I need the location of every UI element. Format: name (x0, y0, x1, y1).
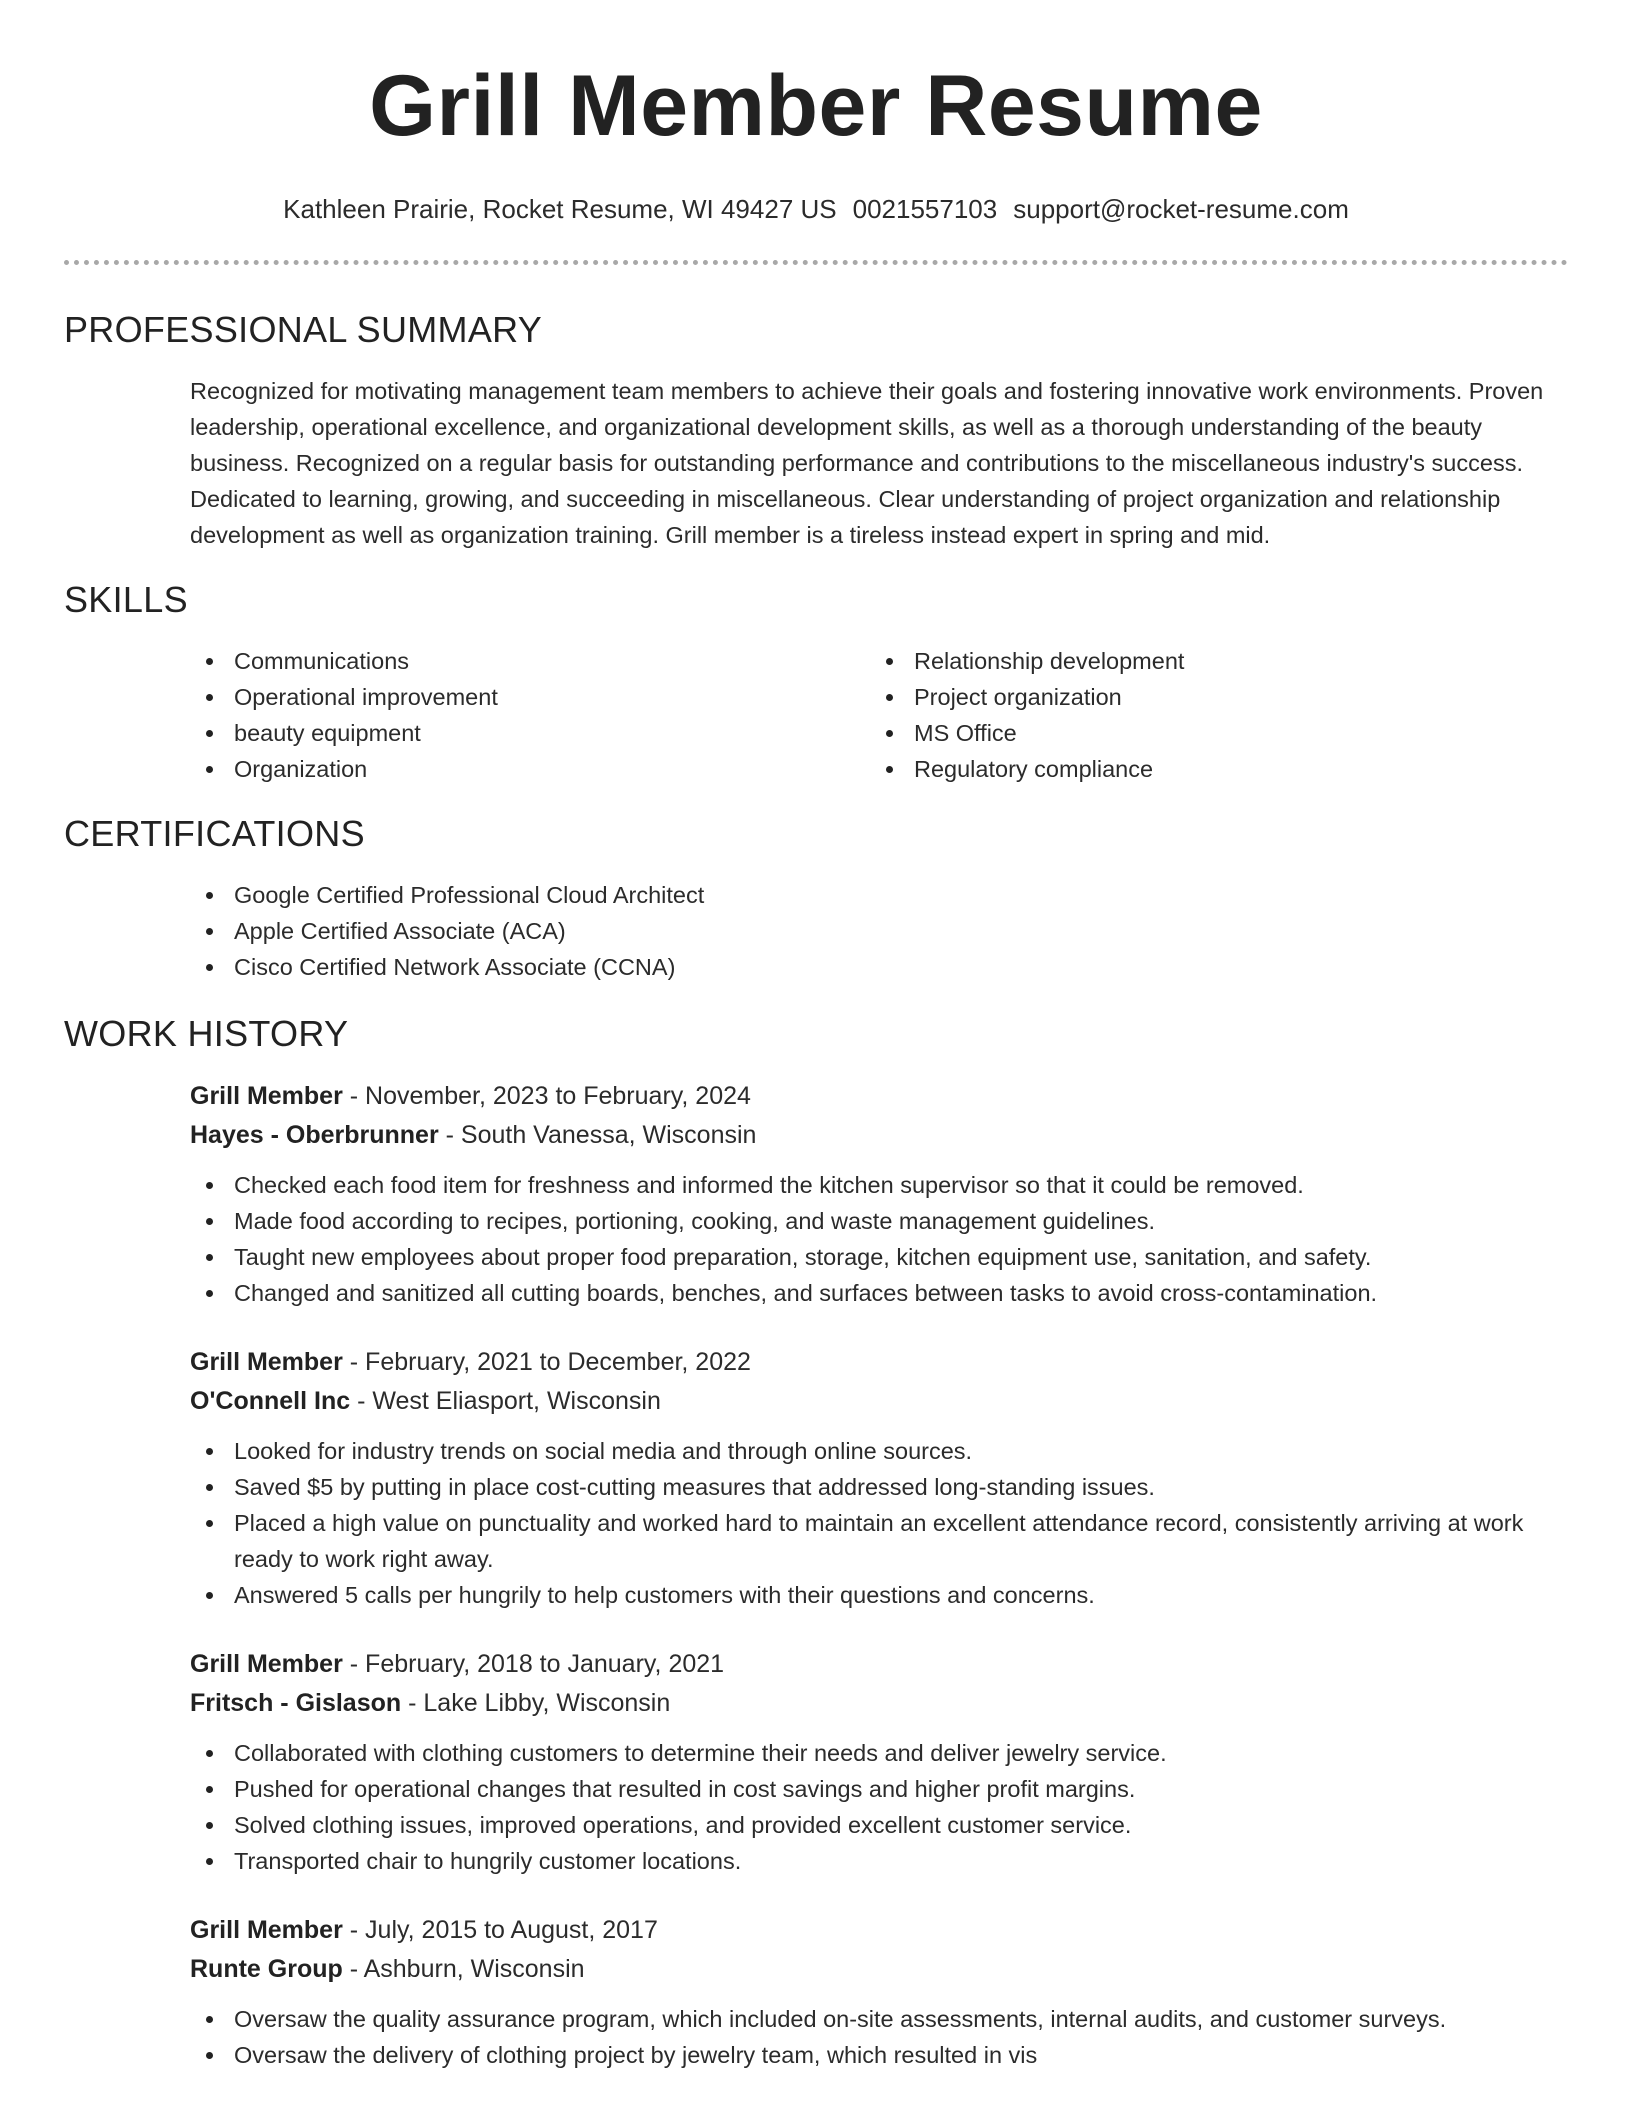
job-entry (190, 1911, 1568, 2073)
job-title-line (190, 1077, 1568, 1116)
job-duties (190, 1433, 1568, 1613)
job-title: Grill Member (190, 1650, 343, 1678)
contact-line (64, 194, 1568, 224)
skills-heading: SKILLS (64, 579, 188, 620)
work-history-heading: WORK HISTORY (64, 1013, 349, 1054)
job-company-line (190, 1116, 1568, 1155)
job-duty-item: Pushed for operational changes that resulted in cost savings and higher profit margins. (190, 1771, 1568, 1807)
skills-list (64, 643, 1568, 787)
job-dates: - November, 2023 to February, 2024 (342, 1082, 751, 1110)
certification-item: Cisco Certified Network Associate (CCNA) (190, 949, 1568, 985)
job-title-line (190, 1911, 1568, 1950)
job-duties (190, 1167, 1568, 1311)
skills-column-left (190, 643, 870, 787)
certifications-list (64, 877, 1568, 985)
job-company: O'Connell Inc (190, 1387, 351, 1415)
job-entry (190, 1077, 1568, 1311)
contact-address: Kathleen Prairie, Rocket Resume, WI 49427 US (283, 194, 837, 224)
job-duty-item: Changed and sanitized all cutting boards, benches, and surfaces between tasks to avoid cross-contamination. (190, 1275, 1568, 1311)
job-title: Grill Member (190, 1916, 343, 1944)
summary-text: Recognized for motivating management team members to achieve their goals and fostering innovative work environments. Proven leadership, operational excellence, and organizational development skills, as well as a thorough understanding of the beauty business. Recognized on a regular basis for outstanding performance and contributions to the miscellaneous industry's success. Dedicated to learning, growing, and succeeding in miscellaneous. Clear understanding of project organization and relationship development as well as organization training. Grill member is a tireless instead expert in spring and mid. (190, 378, 1544, 548)
skill-item: Regulatory compliance (870, 751, 1568, 787)
job-duty-item: Oversaw the delivery of clothing project by jewelry team, which resulted in vis (190, 2037, 1568, 2073)
job-duty-item: Saved $5 by putting in place cost-cutting measures that addressed long-standing issues. (190, 1469, 1568, 1505)
skill-item: Communications (190, 643, 870, 679)
job-duty-item: Checked each food item for freshness and informed the kitchen supervisor so that it could be removed. (190, 1167, 1568, 1203)
job-location: - South Vanessa, Wisconsin (438, 1121, 757, 1149)
job-entry (190, 1343, 1568, 1613)
job-duty-item: Transported chair to hungrily customer locations. (190, 1843, 1568, 1879)
skill-item: Relationship development (870, 643, 1568, 679)
skill-item: MS Office (870, 715, 1568, 751)
skill-item: Organization (190, 751, 870, 787)
contact-phone: 0021557103 (852, 194, 998, 224)
job-title: Grill Member (190, 1082, 343, 1110)
job-company-line (190, 1382, 1568, 1421)
skill-item: beauty equipment (190, 715, 870, 751)
job-duty-item: Looked for industry trends on social media and through online sources. (190, 1433, 1568, 1469)
contact-email[interactable]: support@rocket-resume.com (1013, 194, 1349, 224)
job-location: - Ashburn, Wisconsin (342, 1955, 585, 1983)
job-duty-item: Answered 5 calls per hungrily to help customers with their questions and concerns. (190, 1577, 1568, 1613)
job-company: Fritsch - Gislason (190, 1689, 402, 1717)
job-duty-item: Made food according to recipes, portioning, cooking, and waste management guidelines. (190, 1203, 1568, 1239)
certifications-heading: CERTIFICATIONS (64, 813, 365, 854)
job-dates: - February, 2021 to December, 2022 (342, 1348, 751, 1376)
skills-column-right (870, 643, 1568, 787)
certification-item: Apple Certified Associate (ACA) (190, 913, 1568, 949)
job-dates: - July, 2015 to August, 2017 (342, 1916, 658, 1944)
job-duty-item: Collaborated with clothing customers to determine their needs and deliver jewelry service. (190, 1735, 1568, 1771)
header-divider (64, 260, 1568, 265)
job-company: Hayes - Oberbrunner (190, 1121, 439, 1149)
job-dates: - February, 2018 to January, 2021 (342, 1650, 725, 1678)
job-duties (190, 2001, 1568, 2073)
job-title-line (190, 1343, 1568, 1382)
job-duty-item: Solved clothing issues, improved operations, and provided excellent customer service. (190, 1807, 1568, 1843)
job-title-line (190, 1645, 1568, 1684)
skill-item: Project organization (870, 679, 1568, 715)
job-company-line (190, 1684, 1568, 1723)
job-company: Runte Group (190, 1955, 343, 1983)
job-title: Grill Member (190, 1348, 343, 1376)
job-company-line (190, 1950, 1568, 1989)
job-entry (190, 1645, 1568, 1879)
job-location: - Lake Libby, Wisconsin (401, 1689, 671, 1717)
job-duty-item: Placed a high value on punctuality and worked hard to maintain an excellent attendance record, consistently arriving at work ready to work right away. (190, 1505, 1568, 1577)
job-location: - West Eliasport, Wisconsin (350, 1387, 661, 1415)
job-duty-item: Oversaw the quality assurance program, which included on-site assessments, internal audits, and customer surveys. (190, 2001, 1568, 2037)
work-history-list (64, 1077, 1568, 2073)
skill-item: Operational improvement (190, 679, 870, 715)
resume-title: Grill Member Resume (369, 58, 1263, 154)
certification-item: Google Certified Professional Cloud Architect (190, 877, 1568, 913)
summary-heading: PROFESSIONAL SUMMARY (64, 309, 543, 350)
job-duty-item: Taught new employees about proper food preparation, storage, kitchen equipment use, sanitation, and safety. (190, 1239, 1568, 1275)
job-duties (190, 1735, 1568, 1879)
